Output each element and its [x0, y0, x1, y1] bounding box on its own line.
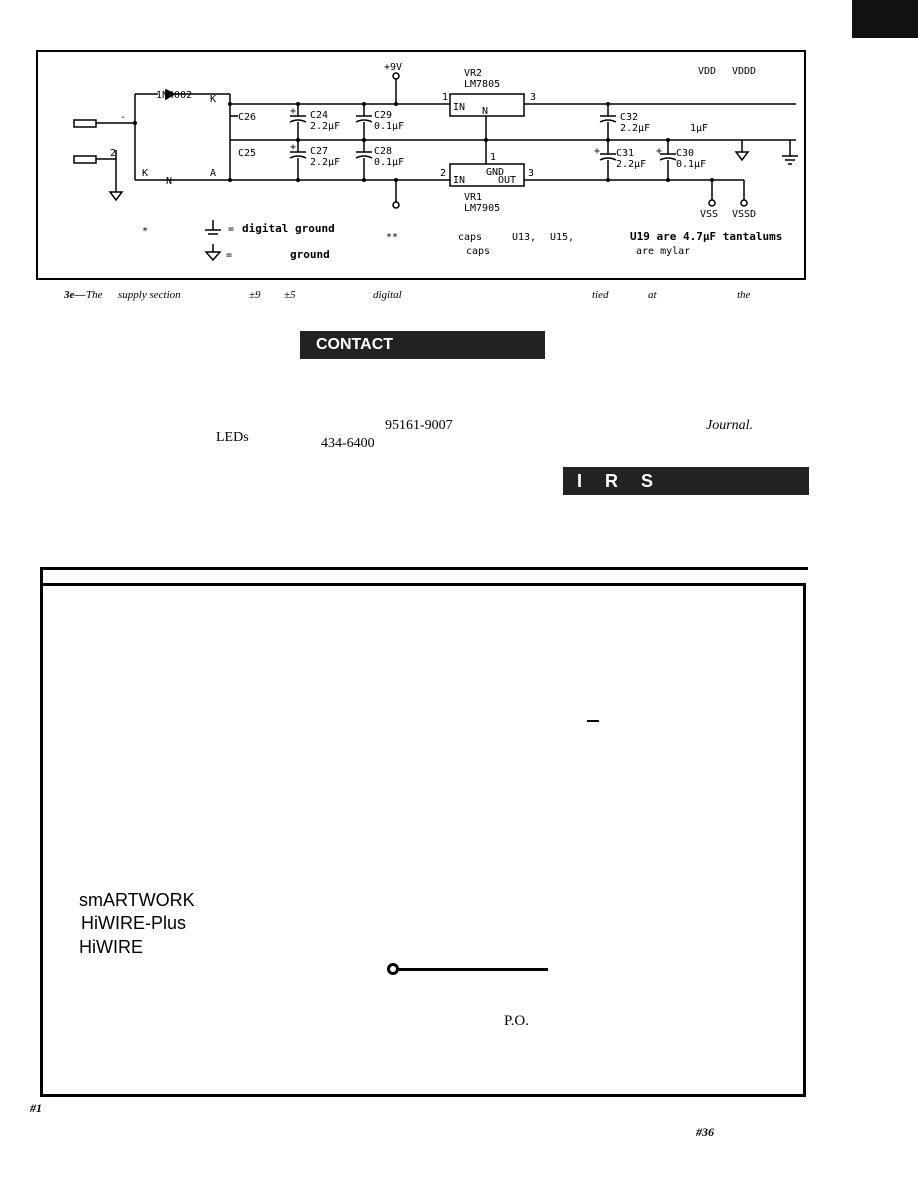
label-c26: C26 [238, 112, 257, 123]
ad-product-hiwire: HiWIRE [79, 937, 143, 957]
label-c30: C30 [676, 148, 695, 159]
label-c31-value: 2.2µF [616, 159, 647, 170]
label-vr1-pin2: 2 [440, 168, 447, 179]
label-vr1-pin1: 1 [490, 152, 497, 163]
caption-word: tied [592, 289, 609, 301]
legend-star: * [142, 226, 149, 237]
contact-header: CONTACT [300, 331, 545, 359]
caption-word: ±9 [249, 289, 261, 301]
label-c30-value: 0.1µF [676, 159, 707, 170]
label-vr1-out: OUT [498, 175, 517, 186]
caption-word: digital [373, 289, 402, 301]
label-vr1-in: IN [453, 175, 466, 186]
note-u15: U15, [550, 232, 575, 243]
irs-header: I R S [563, 467, 809, 495]
note-u13: U13, [512, 232, 537, 243]
label-vr1-gnd: GND [486, 167, 505, 178]
legend-ground: ground [290, 248, 330, 261]
label-c24: C24 [310, 110, 329, 121]
ad-bullet-rule [399, 968, 548, 971]
corner-tab [852, 0, 918, 38]
caption-word: The [86, 289, 103, 301]
caption-word: the [737, 289, 751, 301]
legend-eq2: = [226, 250, 233, 261]
label-vss: VSS [700, 209, 719, 220]
label-vddd: VDDD [732, 66, 757, 77]
plus-c31: + [594, 146, 601, 157]
note-caps1: caps [458, 232, 483, 243]
label-c29-value: 0.1µF [374, 121, 405, 132]
label-vdd: VDD [698, 66, 717, 77]
label-c24-value: 2.2µF [310, 121, 341, 132]
ad-po: P.O. [504, 1013, 530, 1029]
label-n1: N [166, 176, 173, 187]
label-vr2-in: IN [453, 102, 466, 113]
label-vr1-pin3: 3 [528, 168, 535, 179]
label-lm7805: LM7805 [464, 79, 501, 90]
label-c31: C31 [616, 148, 635, 159]
plus-c30: + [656, 146, 663, 157]
label-c28: C28 [374, 146, 393, 157]
label-vr2-pin3: 3 [530, 92, 537, 103]
caption-word: at [648, 289, 657, 301]
legend-digital-ground: digital ground [242, 222, 335, 235]
label-c27: C27 [310, 146, 329, 157]
body-journal: Journal. [706, 418, 754, 433]
label-c28-value: 0.1µF [374, 157, 405, 168]
caption-word: supply section [118, 289, 181, 301]
ad-product-smartwork: smARTWORK [79, 890, 195, 910]
label-c32-extra: 1µF [690, 123, 709, 134]
body-leds: LEDs [216, 430, 249, 445]
label-c32: C32 [620, 112, 639, 123]
label-a: A [210, 168, 217, 179]
label-c32-value: 2.2µF [620, 123, 651, 134]
label-c27-value: 2.2µF [310, 157, 341, 168]
note-u19: U19 are 4.7µF tantalums [630, 230, 783, 243]
label-diode: 1N4002 [156, 90, 193, 101]
label-k2: K [142, 168, 149, 179]
label-c29: C29 [374, 110, 393, 121]
plus-c24: + [290, 106, 297, 117]
body-zip: 95161-9007 [385, 418, 453, 433]
label-vr1: VR1 [464, 192, 483, 203]
schematic-figure [36, 50, 806, 280]
label-vr2-pin1: 1 [442, 92, 449, 103]
label-k1: K [210, 94, 217, 105]
footer-left-number: #1 [30, 1101, 42, 1115]
power-supply-schematic [38, 52, 804, 278]
legend-double-star: ** [386, 232, 399, 243]
ad-top-rule [40, 567, 808, 570]
label-two: 2 [110, 148, 117, 159]
ad-box [40, 583, 806, 1097]
note-caps2: caps [466, 246, 491, 257]
note-aremylar: are mylar [636, 246, 691, 257]
footer-right-number: #36 [696, 1125, 714, 1139]
caption-word: ±5 [284, 289, 296, 301]
label-n2: N [482, 106, 489, 117]
body-phone: 434-6400 [321, 436, 375, 451]
label-9v: +9V [384, 62, 403, 73]
label-vr2: VR2 [464, 68, 483, 79]
caption-figure-number: 3e— [64, 289, 86, 301]
label-vssd: VSSD [732, 209, 757, 220]
label-c25: C25 [238, 148, 257, 159]
plus-c27: + [290, 142, 297, 153]
label-minus: - [120, 112, 127, 123]
label-lm7905: LM7905 [464, 203, 501, 214]
ad-dash [587, 720, 599, 722]
ad-product-hiwire-plus: HiWIRE-Plus [81, 913, 187, 933]
ad-bullet-icon [387, 963, 399, 975]
legend-eq1: = [228, 224, 235, 235]
